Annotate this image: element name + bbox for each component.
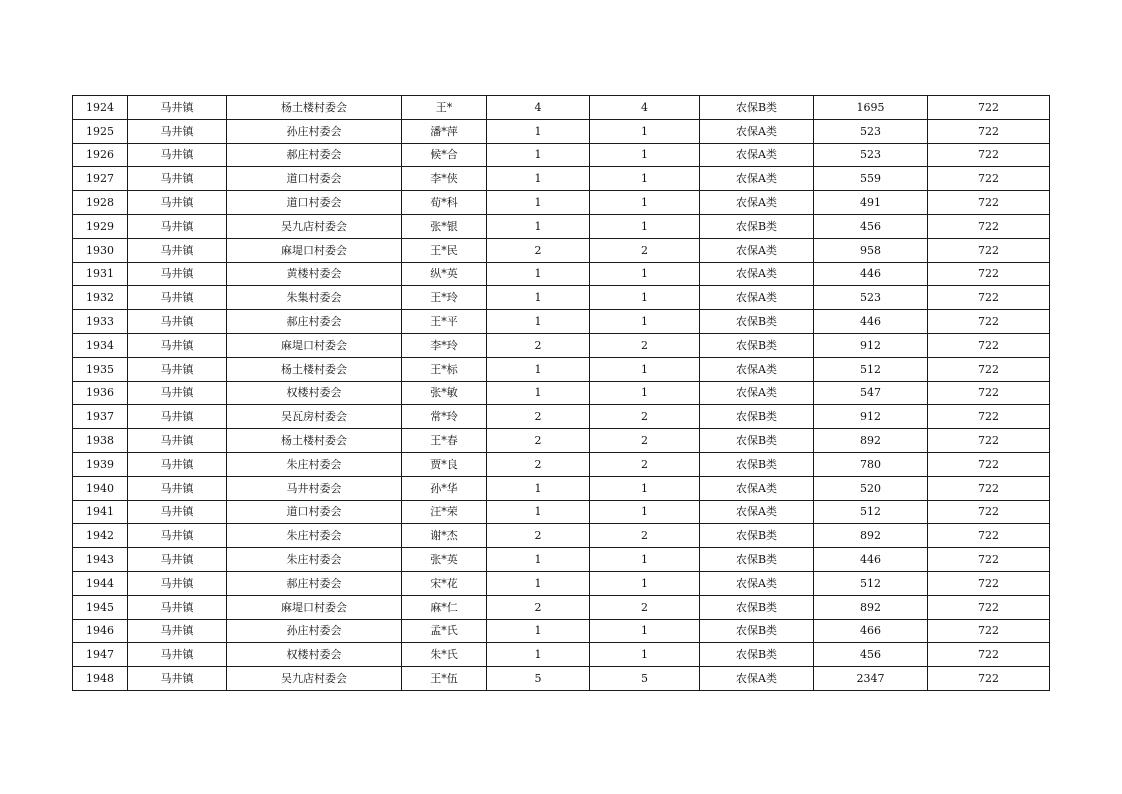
- name-cell: 王*伍: [402, 667, 487, 691]
- standard-cell: 722: [928, 96, 1050, 120]
- category-cell: 农保A类: [700, 143, 814, 167]
- village-cell: 杨土楼村委会: [227, 429, 402, 453]
- amount-cell: 512: [814, 571, 928, 595]
- category-cell: 农保A类: [700, 500, 814, 524]
- count-b-cell: 1: [590, 119, 700, 143]
- table-row: [73, 619, 1050, 643]
- village-cell: 道口村委会: [227, 500, 402, 524]
- count-b-cell: 2: [590, 452, 700, 476]
- serial-cell: 1943: [73, 548, 128, 572]
- name-cell: 麻*仁: [402, 595, 487, 619]
- township-cell: 马井镇: [128, 143, 227, 167]
- standard-cell: 722: [928, 238, 1050, 262]
- count-b-cell: 1: [590, 571, 700, 595]
- category-cell: 农保A类: [700, 381, 814, 405]
- amount-cell: 446: [814, 310, 928, 334]
- serial-cell: 1941: [73, 500, 128, 524]
- count-a-cell: 1: [487, 310, 590, 334]
- amount-cell: 491: [814, 191, 928, 215]
- count-a-cell: 2: [487, 333, 590, 357]
- name-cell: 王*玲: [402, 286, 487, 310]
- count-a-cell: 5: [487, 667, 590, 691]
- count-a-cell: 1: [487, 476, 590, 500]
- standard-cell: 722: [928, 405, 1050, 429]
- count-b-cell: 1: [590, 286, 700, 310]
- table-row: [73, 191, 1050, 215]
- table-row: [73, 452, 1050, 476]
- standard-cell: 722: [928, 286, 1050, 310]
- count-a-cell: 2: [487, 238, 590, 262]
- village-cell: 朱集村委会: [227, 286, 402, 310]
- count-a-cell: 2: [487, 452, 590, 476]
- serial-cell: 1936: [73, 381, 128, 405]
- count-b-cell: 1: [590, 500, 700, 524]
- count-b-cell: 4: [590, 96, 700, 120]
- serial-cell: 1947: [73, 643, 128, 667]
- village-cell: 朱庄村委会: [227, 452, 402, 476]
- table-row: [73, 357, 1050, 381]
- village-cell: 麻堤口村委会: [227, 238, 402, 262]
- standard-cell: 722: [928, 452, 1050, 476]
- count-a-cell: 1: [487, 191, 590, 215]
- data-table: [72, 95, 1050, 691]
- serial-cell: 1945: [73, 595, 128, 619]
- amount-cell: 512: [814, 357, 928, 381]
- serial-cell: 1927: [73, 167, 128, 191]
- serial-cell: 1935: [73, 357, 128, 381]
- table-row: [73, 96, 1050, 120]
- name-cell: 纵*英: [402, 262, 487, 286]
- category-cell: 农保B类: [700, 643, 814, 667]
- standard-cell: 722: [928, 167, 1050, 191]
- count-a-cell: 1: [487, 548, 590, 572]
- name-cell: 王*春: [402, 429, 487, 453]
- name-cell: 汪*荣: [402, 500, 487, 524]
- count-a-cell: 1: [487, 262, 590, 286]
- table-row: [73, 667, 1050, 691]
- standard-cell: 722: [928, 143, 1050, 167]
- category-cell: 农保A类: [700, 262, 814, 286]
- standard-cell: 722: [928, 667, 1050, 691]
- count-a-cell: 1: [487, 214, 590, 238]
- standard-cell: 722: [928, 524, 1050, 548]
- count-a-cell: 1: [487, 381, 590, 405]
- count-a-cell: 1: [487, 143, 590, 167]
- village-cell: 孙庄村委会: [227, 119, 402, 143]
- amount-cell: 912: [814, 333, 928, 357]
- count-b-cell: 2: [590, 333, 700, 357]
- count-b-cell: 1: [590, 476, 700, 500]
- township-cell: 马井镇: [128, 619, 227, 643]
- village-cell: 黄楼村委会: [227, 262, 402, 286]
- amount-cell: 456: [814, 643, 928, 667]
- village-cell: 麻堤口村委会: [227, 333, 402, 357]
- township-cell: 马井镇: [128, 429, 227, 453]
- standard-cell: 722: [928, 500, 1050, 524]
- village-cell: 马井村委会: [227, 476, 402, 500]
- category-cell: 农保B类: [700, 619, 814, 643]
- township-cell: 马井镇: [128, 381, 227, 405]
- township-cell: 马井镇: [128, 333, 227, 357]
- township-cell: 马井镇: [128, 310, 227, 334]
- count-a-cell: 1: [487, 167, 590, 191]
- amount-cell: 466: [814, 619, 928, 643]
- amount-cell: 892: [814, 524, 928, 548]
- township-cell: 马井镇: [128, 262, 227, 286]
- category-cell: 农保A类: [700, 238, 814, 262]
- amount-cell: 780: [814, 452, 928, 476]
- standard-cell: 722: [928, 262, 1050, 286]
- amount-cell: 958: [814, 238, 928, 262]
- standard-cell: 722: [928, 357, 1050, 381]
- count-b-cell: 1: [590, 262, 700, 286]
- township-cell: 马井镇: [128, 357, 227, 381]
- township-cell: 马井镇: [128, 548, 227, 572]
- table-row: [73, 548, 1050, 572]
- table-row: [73, 143, 1050, 167]
- table-row: [73, 286, 1050, 310]
- table-row: [73, 500, 1050, 524]
- standard-cell: 722: [928, 571, 1050, 595]
- amount-cell: 559: [814, 167, 928, 191]
- standard-cell: 722: [928, 333, 1050, 357]
- village-cell: 道口村委会: [227, 191, 402, 215]
- amount-cell: 446: [814, 262, 928, 286]
- amount-cell: 456: [814, 214, 928, 238]
- count-a-cell: 1: [487, 500, 590, 524]
- name-cell: 李*玲: [402, 333, 487, 357]
- serial-cell: 1930: [73, 238, 128, 262]
- name-cell: 张*敏: [402, 381, 487, 405]
- standard-cell: 722: [928, 595, 1050, 619]
- amount-cell: 523: [814, 286, 928, 310]
- serial-cell: 1931: [73, 262, 128, 286]
- count-b-cell: 1: [590, 167, 700, 191]
- category-cell: 农保B类: [700, 595, 814, 619]
- village-cell: 孙庄村委会: [227, 619, 402, 643]
- serial-cell: 1940: [73, 476, 128, 500]
- category-cell: 农保A类: [700, 357, 814, 381]
- township-cell: 马井镇: [128, 238, 227, 262]
- count-b-cell: 1: [590, 143, 700, 167]
- table-row: [73, 238, 1050, 262]
- count-b-cell: 2: [590, 429, 700, 453]
- category-cell: 农保B类: [700, 452, 814, 476]
- standard-cell: 722: [928, 429, 1050, 453]
- standard-cell: 722: [928, 119, 1050, 143]
- table-row: [73, 595, 1050, 619]
- village-cell: 杨土楼村委会: [227, 357, 402, 381]
- township-cell: 马井镇: [128, 643, 227, 667]
- township-cell: 马井镇: [128, 167, 227, 191]
- village-cell: 朱庄村委会: [227, 548, 402, 572]
- serial-cell: 1944: [73, 571, 128, 595]
- township-cell: 马井镇: [128, 405, 227, 429]
- standard-cell: 722: [928, 214, 1050, 238]
- township-cell: 马井镇: [128, 500, 227, 524]
- township-cell: 马井镇: [128, 119, 227, 143]
- table-body: [73, 96, 1050, 691]
- count-a-cell: 1: [487, 286, 590, 310]
- count-a-cell: 2: [487, 595, 590, 619]
- standard-cell: 722: [928, 548, 1050, 572]
- serial-cell: 1929: [73, 214, 128, 238]
- table-row: [73, 333, 1050, 357]
- category-cell: 农保B类: [700, 214, 814, 238]
- village-cell: 吴九店村委会: [227, 214, 402, 238]
- name-cell: 潘*萍: [402, 119, 487, 143]
- category-cell: 农保B类: [700, 429, 814, 453]
- table-row: [73, 476, 1050, 500]
- name-cell: 谢*杰: [402, 524, 487, 548]
- amount-cell: 2347: [814, 667, 928, 691]
- table-row: [73, 119, 1050, 143]
- name-cell: 孟*氏: [402, 619, 487, 643]
- count-b-cell: 1: [590, 310, 700, 334]
- count-a-cell: 2: [487, 429, 590, 453]
- village-cell: 吴瓦房村委会: [227, 405, 402, 429]
- amount-cell: 523: [814, 143, 928, 167]
- village-cell: 吴九店村委会: [227, 667, 402, 691]
- name-cell: 荀*科: [402, 191, 487, 215]
- serial-cell: 1939: [73, 452, 128, 476]
- name-cell: 朱*氏: [402, 643, 487, 667]
- township-cell: 马井镇: [128, 595, 227, 619]
- standard-cell: 722: [928, 476, 1050, 500]
- village-cell: 权楼村委会: [227, 381, 402, 405]
- count-b-cell: 5: [590, 667, 700, 691]
- township-cell: 马井镇: [128, 96, 227, 120]
- village-cell: 道口村委会: [227, 167, 402, 191]
- table-row: [73, 381, 1050, 405]
- standard-cell: 722: [928, 310, 1050, 334]
- name-cell: 王*标: [402, 357, 487, 381]
- count-a-cell: 1: [487, 643, 590, 667]
- count-a-cell: 2: [487, 524, 590, 548]
- serial-cell: 1948: [73, 667, 128, 691]
- table-row: [73, 167, 1050, 191]
- serial-cell: 1946: [73, 619, 128, 643]
- amount-cell: 1695: [814, 96, 928, 120]
- name-cell: 张*银: [402, 214, 487, 238]
- name-cell: 王*: [402, 96, 487, 120]
- township-cell: 马井镇: [128, 667, 227, 691]
- name-cell: 王*平: [402, 310, 487, 334]
- serial-cell: 1938: [73, 429, 128, 453]
- serial-cell: 1933: [73, 310, 128, 334]
- village-cell: 麻堤口村委会: [227, 595, 402, 619]
- amount-cell: 912: [814, 405, 928, 429]
- count-b-cell: 1: [590, 381, 700, 405]
- count-b-cell: 2: [590, 405, 700, 429]
- table-row: [73, 524, 1050, 548]
- count-a-cell: 2: [487, 405, 590, 429]
- name-cell: 常*玲: [402, 405, 487, 429]
- township-cell: 马井镇: [128, 286, 227, 310]
- township-cell: 马井镇: [128, 524, 227, 548]
- township-cell: 马井镇: [128, 476, 227, 500]
- village-cell: 权楼村委会: [227, 643, 402, 667]
- township-cell: 马井镇: [128, 191, 227, 215]
- name-cell: 孙*华: [402, 476, 487, 500]
- category-cell: 农保A类: [700, 119, 814, 143]
- table-row: [73, 262, 1050, 286]
- table-row: [73, 310, 1050, 334]
- village-cell: 郝庄村委会: [227, 571, 402, 595]
- count-a-cell: 1: [487, 571, 590, 595]
- category-cell: 农保A类: [700, 286, 814, 310]
- table-row: [73, 405, 1050, 429]
- serial-cell: 1924: [73, 96, 128, 120]
- category-cell: 农保A类: [700, 191, 814, 215]
- township-cell: 马井镇: [128, 214, 227, 238]
- count-a-cell: 1: [487, 357, 590, 381]
- count-b-cell: 2: [590, 238, 700, 262]
- category-cell: 农保B类: [700, 310, 814, 334]
- serial-cell: 1942: [73, 524, 128, 548]
- category-cell: 农保B类: [700, 405, 814, 429]
- count-b-cell: 2: [590, 524, 700, 548]
- category-cell: 农保B类: [700, 524, 814, 548]
- category-cell: 农保A类: [700, 167, 814, 191]
- standard-cell: 722: [928, 619, 1050, 643]
- township-cell: 马井镇: [128, 452, 227, 476]
- amount-cell: 892: [814, 595, 928, 619]
- table-row: [73, 214, 1050, 238]
- count-a-cell: 1: [487, 119, 590, 143]
- category-cell: 农保B类: [700, 333, 814, 357]
- amount-cell: 520: [814, 476, 928, 500]
- serial-cell: 1937: [73, 405, 128, 429]
- serial-cell: 1932: [73, 286, 128, 310]
- standard-cell: 722: [928, 381, 1050, 405]
- name-cell: 李*侠: [402, 167, 487, 191]
- serial-cell: 1925: [73, 119, 128, 143]
- count-b-cell: 2: [590, 595, 700, 619]
- name-cell: 候*合: [402, 143, 487, 167]
- category-cell: 农保A类: [700, 476, 814, 500]
- category-cell: 农保A类: [700, 667, 814, 691]
- standard-cell: 722: [928, 191, 1050, 215]
- amount-cell: 892: [814, 429, 928, 453]
- table-row: [73, 643, 1050, 667]
- township-cell: 马井镇: [128, 571, 227, 595]
- serial-cell: 1928: [73, 191, 128, 215]
- count-a-cell: 1: [487, 619, 590, 643]
- amount-cell: 446: [814, 548, 928, 572]
- count-b-cell: 1: [590, 548, 700, 572]
- category-cell: 农保B类: [700, 548, 814, 572]
- count-b-cell: 1: [590, 619, 700, 643]
- village-cell: 杨土楼村委会: [227, 96, 402, 120]
- count-a-cell: 4: [487, 96, 590, 120]
- count-b-cell: 1: [590, 191, 700, 215]
- village-cell: 郝庄村委会: [227, 310, 402, 334]
- category-cell: 农保B类: [700, 96, 814, 120]
- count-b-cell: 1: [590, 214, 700, 238]
- table-row: [73, 571, 1050, 595]
- standard-cell: 722: [928, 643, 1050, 667]
- village-cell: 朱庄村委会: [227, 524, 402, 548]
- amount-cell: 523: [814, 119, 928, 143]
- category-cell: 农保A类: [700, 571, 814, 595]
- serial-cell: 1926: [73, 143, 128, 167]
- amount-cell: 512: [814, 500, 928, 524]
- serial-cell: 1934: [73, 333, 128, 357]
- amount-cell: 547: [814, 381, 928, 405]
- name-cell: 张*英: [402, 548, 487, 572]
- name-cell: 贾*良: [402, 452, 487, 476]
- name-cell: 王*民: [402, 238, 487, 262]
- count-b-cell: 1: [590, 643, 700, 667]
- village-cell: 郝庄村委会: [227, 143, 402, 167]
- table-row: [73, 429, 1050, 453]
- name-cell: 宋*花: [402, 571, 487, 595]
- count-b-cell: 1: [590, 357, 700, 381]
